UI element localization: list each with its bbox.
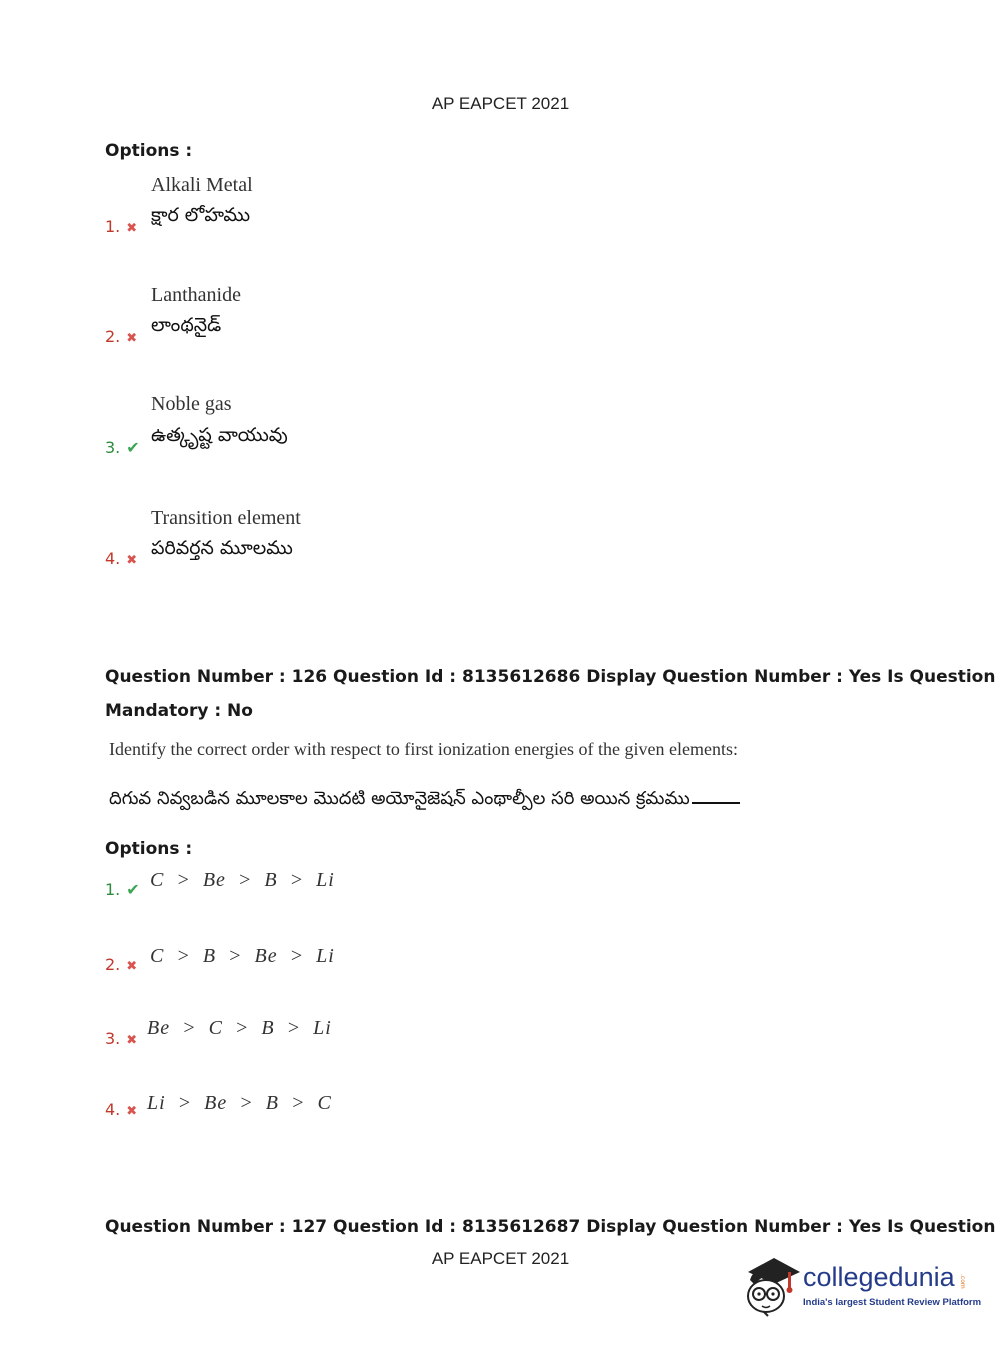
option-number: 3. — [105, 1029, 121, 1048]
question-127-meta: Question Number : 127 Question Id : 8135612687 Display Question Number : Yes Is Question — [105, 1217, 996, 1237]
question-126-text-telugu — [109, 788, 740, 813]
collegedunia-mascot-icon — [742, 1250, 802, 1320]
option-number: 2. — [105, 955, 121, 974]
question-126-meta: Question Number : 126 Question Id : 8135612686 Display Question Number : Yes Is Question — [105, 667, 996, 687]
collegedunia-logo-text: collegedunia — [803, 1262, 955, 1292]
options-label-q125: Options : — [105, 141, 193, 161]
collegedunia-logo-com: .com — [959, 1274, 966, 1289]
telugu-question-text: దిగువ నివ్వబడిన మూలకాల మొదటి అయోనైజెషన్ ఎంథాల్పీల సరి అయిన క్రమము — [109, 788, 690, 809]
option-telugu-text: లాంథనైడ్ — [151, 314, 222, 336]
option-formula: C > Be > B > Li — [150, 869, 335, 891]
option-number: 3. — [105, 438, 121, 457]
answer-blank — [692, 802, 740, 804]
wrong-mark-icon: ✖ — [126, 331, 138, 346]
correct-check-icon: ✔ — [126, 880, 140, 899]
option-formula: Be > C > B > Li — [147, 1017, 332, 1039]
option-number: 4. — [105, 1100, 121, 1119]
page-footer-title: AP EAPCET 2021 — [431, 1249, 570, 1268]
option-english-text: Noble gas — [151, 393, 232, 415]
question-126-text-english: Identify the correct order with respect to first ionization energies of the given elements: — [109, 739, 738, 759]
option-formula: C > B > Be > Li — [150, 945, 335, 967]
option-number: 1. — [105, 217, 121, 236]
option-formula: Li > Be > B > C — [147, 1092, 332, 1114]
wrong-mark-icon: ✖ — [126, 553, 138, 568]
option-number: 1. — [105, 880, 121, 899]
collegedunia-tagline: India's largest Student Review Platform — [803, 1297, 982, 1308]
option-english-text: Lanthanide — [151, 284, 241, 306]
options-label-q126: Options : — [105, 839, 193, 859]
wrong-mark-icon: ✖ — [126, 1104, 138, 1119]
option-number: 4. — [105, 549, 121, 568]
wrong-mark-icon: ✖ — [126, 1033, 138, 1048]
page-header-title: AP EAPCET 2021 — [431, 94, 570, 113]
wrong-mark-icon: ✖ — [126, 959, 138, 974]
wrong-mark-icon: ✖ — [126, 221, 138, 236]
option-telugu-text: ఉత్కృష్ట వాయువు — [151, 424, 288, 446]
option-number: 2. — [105, 327, 121, 346]
option-english-text: Transition element — [151, 507, 301, 529]
option-telugu-text: పరివర్తన మూలము — [151, 537, 293, 559]
option-telugu-text: క్షార లోహము — [151, 204, 251, 226]
question-126-mandatory: Mandatory : No — [105, 701, 253, 721]
option-english-text: Alkali Metal — [151, 174, 253, 196]
correct-check-icon: ✔ — [126, 438, 140, 457]
